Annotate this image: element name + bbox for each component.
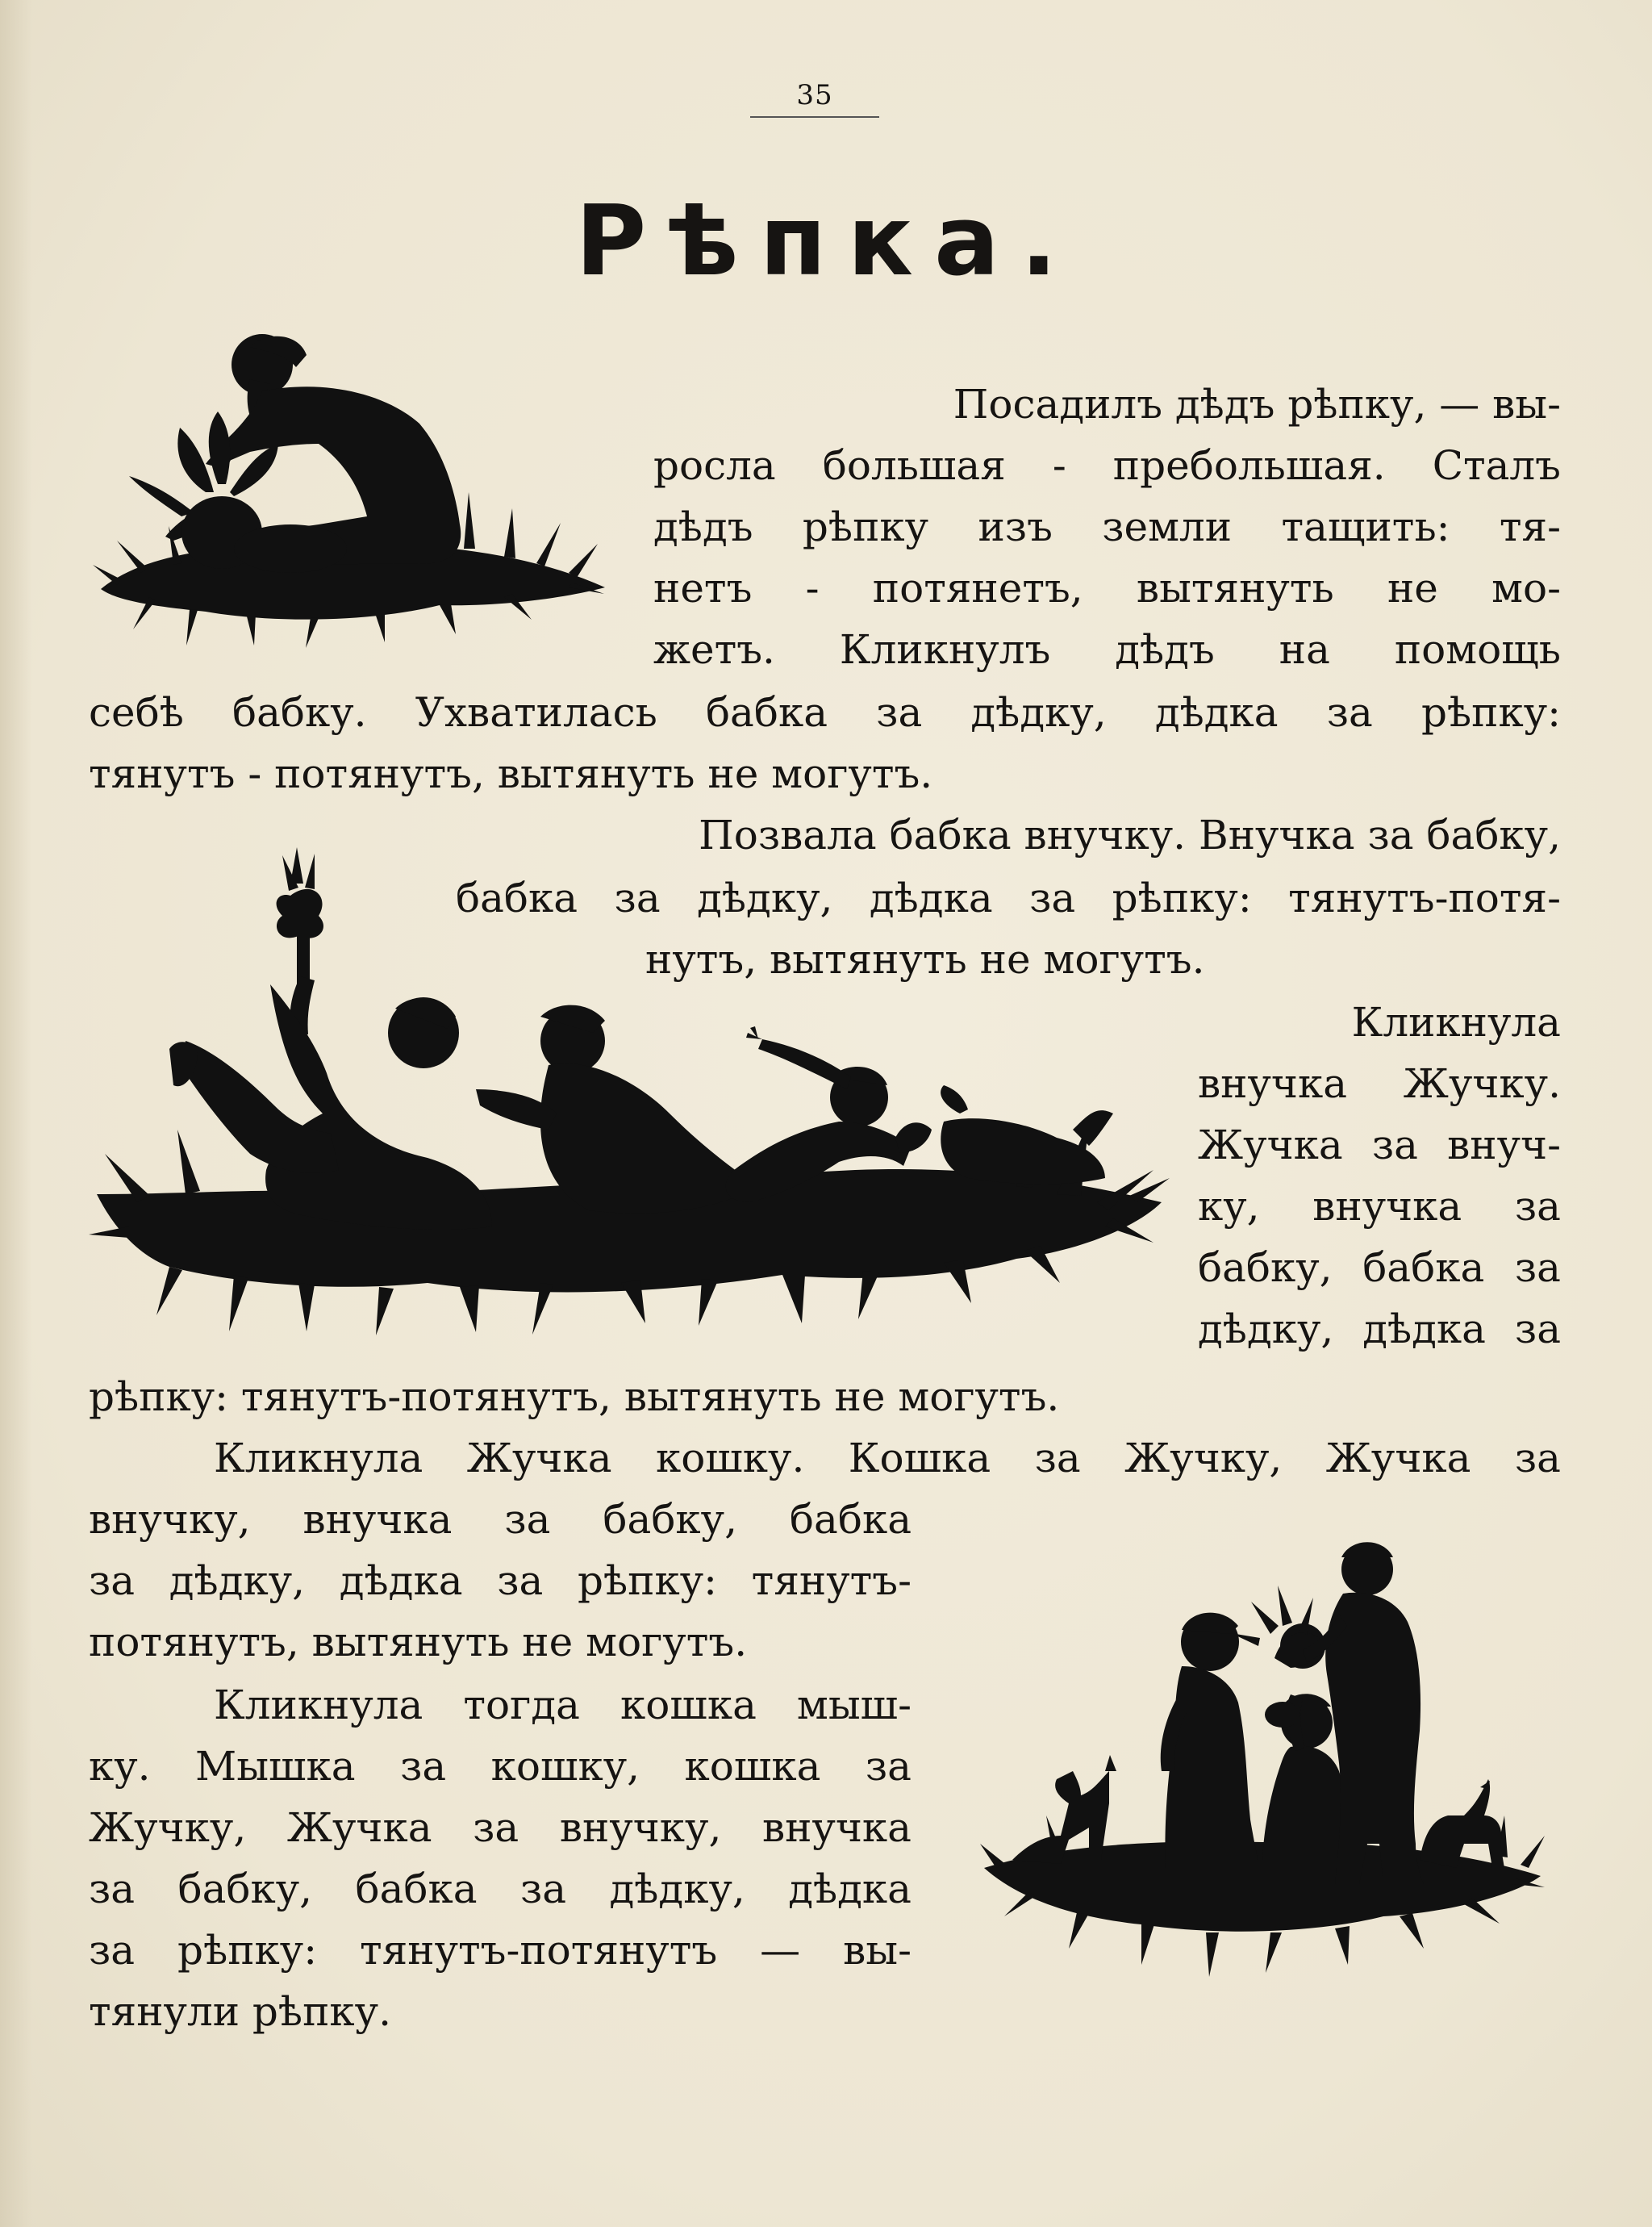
text-line: Кликнула тогда кошка мыш- [214, 1682, 912, 1728]
page-title: Рѣпка. [575, 186, 1078, 298]
text-line: внучка Жучку. [1198, 1060, 1561, 1107]
text-line: рѣпку: тянутъ-потянутъ, вытянуть не могутъ. [89, 1373, 1060, 1420]
text-line: дѣдъ рѣпку изъ земли тащить: тя- [653, 503, 1561, 550]
text-line: Жучка за внуч- [1198, 1122, 1561, 1168]
text-line: Кликнула [1351, 999, 1561, 1046]
page-number: 35 [750, 79, 879, 118]
text-line: ку, внучка за [1198, 1183, 1561, 1230]
text-line: за дѣдку, дѣдка за рѣпку: тянутъ- [89, 1557, 912, 1604]
text-line: внучку, внучка за бабку, бабка [89, 1496, 912, 1543]
text-line: себѣ бабку. Ухватилась бабка за дѣдку, дѣдка за рѣпку: [89, 689, 1561, 736]
text-line: бабку, бабка за [1198, 1244, 1561, 1291]
text-line: ку. Мышка за кошку, кошка за [89, 1743, 912, 1790]
text-line: дѣдку, дѣдка за [1198, 1306, 1561, 1352]
text-line: за бабку, бабка за дѣдку, дѣдка [89, 1866, 912, 1912]
text-line: Позвала бабка внучку. Внучка за бабку, [699, 812, 1561, 859]
text-line: нетъ - потянетъ, вытянуть не мо- [653, 565, 1561, 612]
text-line: Кликнула Жучка кошку. Кошка за Жучку, Жучка за [214, 1435, 1561, 1481]
text-line: Посадилъ дѣдъ рѣпку, — вы- [953, 381, 1561, 428]
family-with-turnip-silhouette [980, 1537, 1545, 1985]
text-line: жетъ. Кликнулъ дѣдъ на помощь [653, 626, 1561, 673]
old-man-planting-turnip-silhouette [85, 331, 617, 662]
text-line: потянутъ, вытянуть не могутъ. [89, 1619, 748, 1665]
text-line: росла большая - пребольшая. Сталъ [653, 442, 1561, 489]
text-line: тянутъ - потянутъ, вытянуть не могутъ. [89, 750, 933, 797]
text-line: Жучку, Жучка за внучку, внучка [89, 1804, 912, 1851]
text-line: бабка за дѣдку, дѣдка за рѣпку: тянутъ-потя- [456, 875, 1561, 921]
page-gutter-shadow [0, 0, 32, 2227]
text-line: тянули рѣпку. [89, 1988, 391, 2035]
text-line: нутъ, вытянуть не могутъ. [645, 936, 1205, 983]
text-line: за рѣпку: тянутъ-потянутъ — вы- [89, 1927, 912, 1974]
